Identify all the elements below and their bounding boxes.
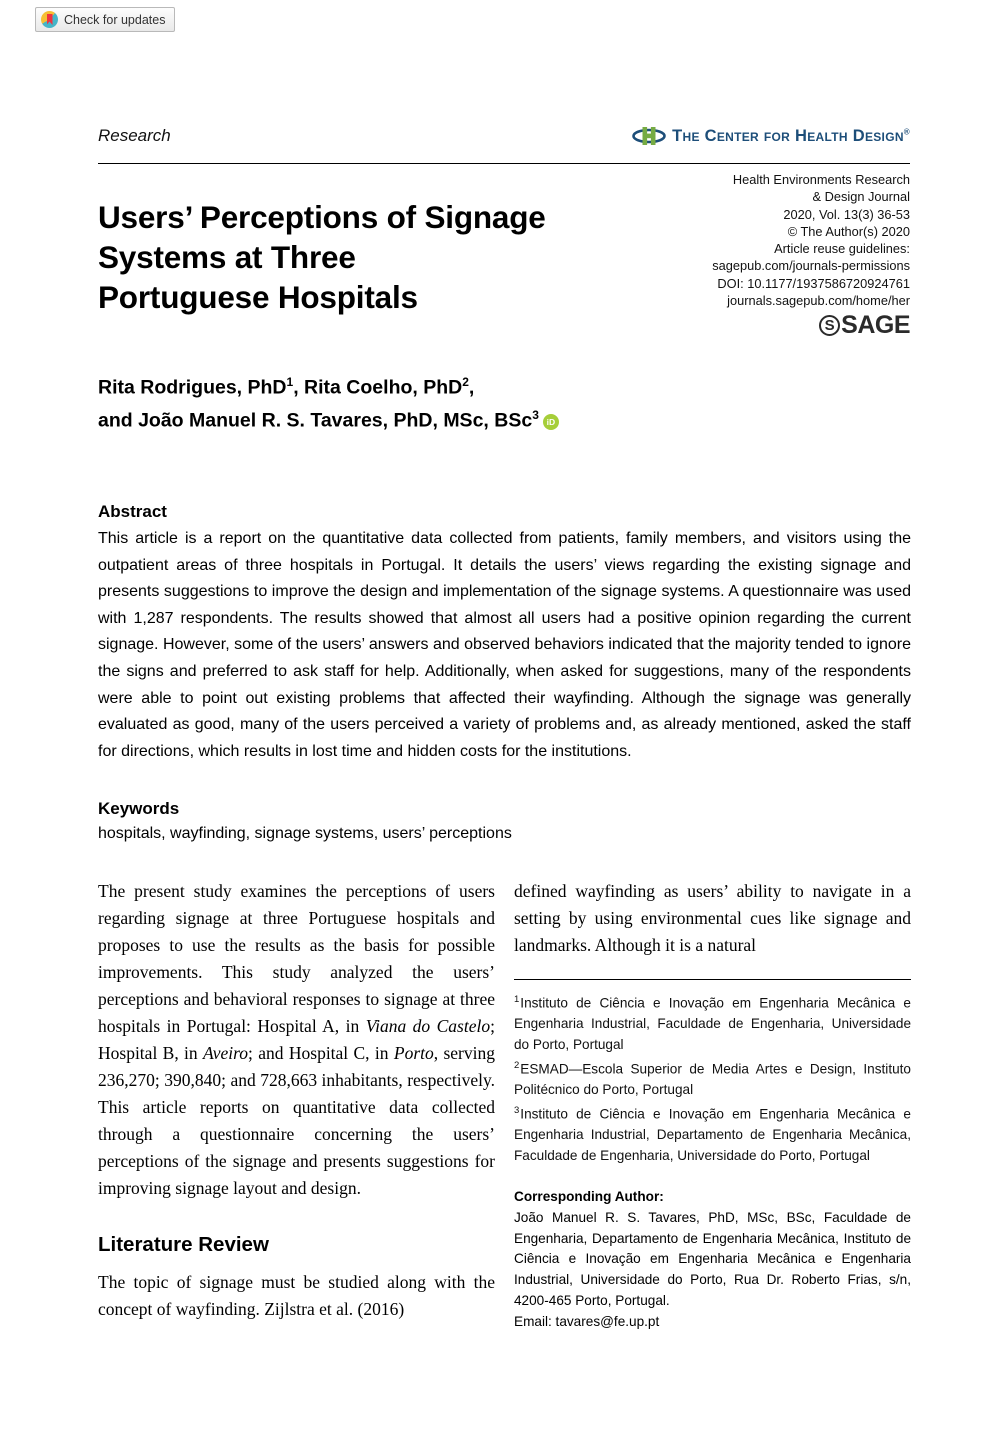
center-for-health-design-logo [632, 125, 910, 147]
article-title [98, 197, 688, 317]
corresponding-author-email[interactable]: Email: tavares@fe.up.pt [514, 1313, 660, 1329]
journal-info-block [650, 171, 910, 340]
section-label: Research [98, 126, 171, 145]
intro-paragraph: The present study examines the perceptions of users regarding signage at three Portuguese hospitals and proposes to use the results as the basis for possible improvements. This study analyzed the users’ perceptions and behavioral responses to signage at three hospitals in Portugal: Hospital A, in Viana do Castelo; Hospital B, in Aveiro; and Hospital C, in Porto, serving 236,270; 390,840; and 728,663 inhabitants, respectively. This article reports on quantitative data collected through a questionnaire concerning the users’ perceptions of the signage and presents suggestions for improving signage layout and design. [98, 881, 495, 1198]
journal-name-line1: Health Environments Research [732, 172, 910, 187]
reuse-guidelines-label: Article reuse guidelines: [774, 241, 910, 257]
affiliation-footnotes [514, 990, 911, 1167]
affiliation-marker-3: 3 [532, 408, 539, 422]
literature-review-heading: Literature Review [98, 1233, 269, 1256]
corresponding-author-block [514, 1187, 911, 1333]
title-line-1: Users’ Perceptions of Signage [98, 199, 546, 235]
journal-home-link[interactable]: journals.sagepub.com/home/her [727, 293, 910, 309]
affiliation-1: $^1$Instituto de Ciência e Inovação em Engenharia Mecânica e Engenharia Industrial, Faculdade de Engenharia, Universidade do Porto, Portugal [514, 994, 911, 1053]
copyright-line: © The Author(s) 2020 [787, 223, 910, 239]
crossref-icon [41, 11, 58, 28]
affiliation-marker-2: 2 [462, 375, 469, 389]
body-columns [98, 878, 911, 1333]
affiliation-marker-1: 1 [286, 375, 294, 389]
keywords-heading: Keywords [98, 799, 180, 818]
place-viana: Viana do Castelo [365, 1016, 491, 1036]
bookmark-icon [47, 14, 53, 25]
keywords-list: hospitals, wayfinding, signage systems, users’ perceptions [98, 825, 512, 842]
sage-wordmark: SAGE [841, 311, 910, 340]
header-divider [98, 163, 910, 164]
authors-line-1: Rita Rodrigues, PhD$^1$, Rita Coelho, PhD$^2$, [98, 375, 475, 399]
keywords-section [98, 799, 911, 846]
place-porto: Porto [393, 1043, 434, 1063]
title-line-2: Systems at Three [98, 239, 356, 275]
permissions-link[interactable]: sagepub.com/journals-permissions [712, 258, 910, 274]
footnote-divider [514, 979, 911, 980]
abstract-heading: Abstract [98, 502, 167, 521]
check-for-updates-button[interactable] [35, 7, 175, 32]
check-for-updates-label: Check for updates [64, 12, 166, 27]
authors-line-2: and João Manuel R. S. Tavares, PhD, MSc, BSc$^3$ iD [98, 402, 698, 435]
journal-name-line2: & Design Journal [812, 189, 910, 205]
abstract-section [98, 502, 911, 765]
affiliation-3: $^3$Instituto de Ciência e Inovação em Engenharia Mecânica e Engenharia Industrial, Departamento de Engenharia Mecânica, Faculdade de Engenharia, Universidade do Porto, Portugal [514, 1105, 911, 1164]
corresponding-author-heading: Corresponding Author: [514, 1188, 664, 1204]
affiliation-2: $^2$ESMAD—Escola Superior de Media Artes e Design, Instituto Politécnico do Porto, Portugal [514, 1059, 911, 1098]
corresponding-author-text: João Manuel R. S. Tavares, PhD, MSc, BSc, Faculdade de Engenharia, Departamento de Engenharia Mecânica, Instituto de Ciência e Inovação em Engenharia Mecânica e Engenharia Industrial, Universidade do Porto, Rua Dr. Roberto Frias, s/n, 4200-465 Porto, Portugal. [514, 1209, 911, 1308]
chd-logo-text: The Center for Health Design® [672, 126, 910, 145]
place-aveiro: Aveiro [203, 1043, 249, 1063]
right-column [514, 878, 911, 1333]
volume-issue: 2020, Vol. 13(3) 36-53 [783, 206, 910, 222]
page-header [98, 125, 910, 147]
orcid-icon[interactable]: iD [543, 414, 559, 430]
title-line-3: Portuguese Hospitals [98, 279, 418, 315]
continued-paragraph: defined wayfinding as users’ ability to navigate in a setting by using environmental cues like signage and landmarks. Although it is a natural [514, 881, 911, 955]
left-column [98, 878, 495, 1333]
chd-h-icon [632, 125, 666, 147]
abstract-text: This article is a report on the quantitative data collected from patients, family members, and visitors using the outpatient areas of three hospitals in Portugal. It details the users’ views regarding the existing signage and presents suggestions to improve the design and implementation of the signage systems. A questionnaire was used with 1,287 respondents. The results showed that almost all users had a positive opinion regarding the current signage. However, some of the users’ answers and observed behaviors indicated that the majority tended to ignore the signs and preferred to ask staff for help. Additionally, when asked for suggestions, many of the respondents were able to point out existing problems that affected their wayfinding. Although the signage was generally evaluated as good, many of the users perceived a variety of problems and, as already mentioned, asked the staff for directions, which results in lost time and hidden costs for the institutions. [98, 530, 911, 760]
sage-s-icon: S [819, 315, 840, 336]
literature-review-paragraph: The topic of signage must be studied along with the concept of wayfinding. Zijlstra et al. (2016) [98, 1272, 495, 1319]
doi-link[interactable]: DOI: 10.1177/1937586720924761 [717, 275, 910, 291]
sage-logo [819, 311, 910, 340]
registered-mark: ® [903, 127, 910, 136]
author-list [98, 369, 698, 435]
